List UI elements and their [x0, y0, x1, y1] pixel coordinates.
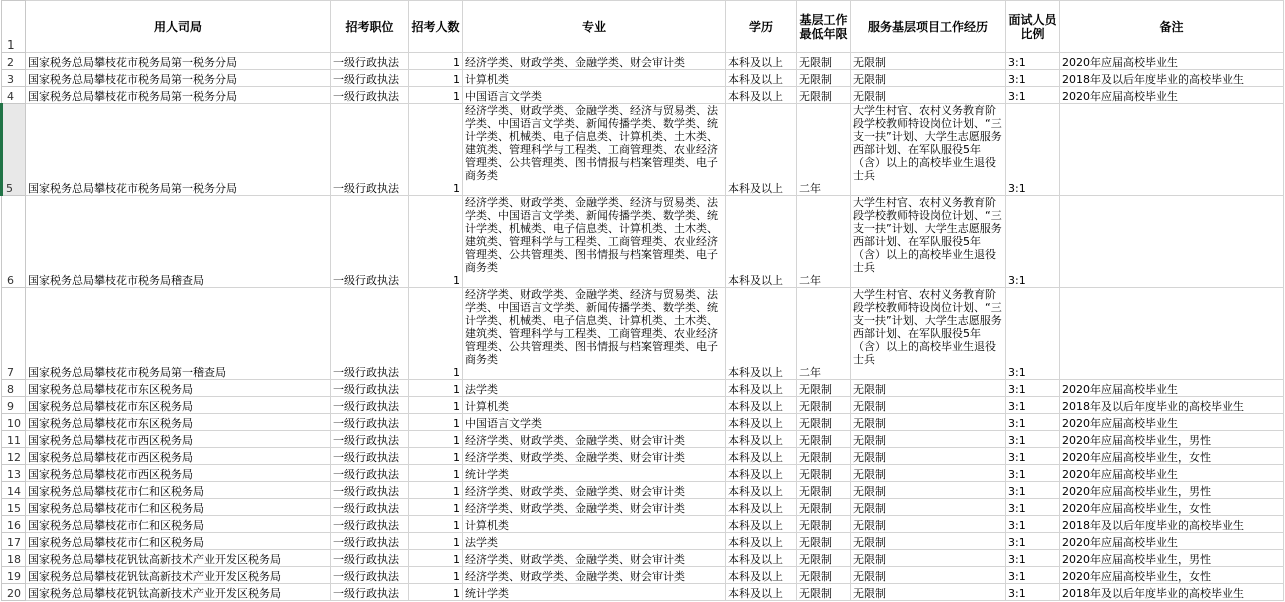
service-experience-cell[interactable]: 无限制 [851, 584, 1006, 601]
min-years-cell[interactable]: 无限制 [797, 567, 851, 584]
service-experience-cell[interactable]: 无限制 [851, 87, 1006, 104]
remarks-cell[interactable] [1060, 288, 1284, 380]
education-cell[interactable]: 本科及以上 [726, 550, 797, 567]
position-cell[interactable]: 一级行政执法 [331, 431, 409, 448]
department-cell[interactable]: 国家税务总局攀枝花钒钛高新技术产业开发区税务局 [26, 550, 331, 567]
headcount-cell[interactable]: 1 [409, 499, 463, 516]
major-cell[interactable]: 经济学类、财政学类、金融学类、财会审计类 [463, 550, 726, 567]
row-header[interactable]: 10 [2, 414, 26, 431]
row-header[interactable]: 14 [2, 482, 26, 499]
min-years-cell[interactable]: 无限制 [797, 533, 851, 550]
min-years-cell[interactable]: 无限制 [797, 87, 851, 104]
department-cell[interactable]: 国家税务总局攀枝花市仁和区税务局 [26, 499, 331, 516]
row-header[interactable]: 18 [2, 550, 26, 567]
remarks-cell[interactable]: 2020年应届高校毕业生 [1060, 87, 1284, 104]
education-cell[interactable]: 本科及以上 [726, 516, 797, 533]
position-cell[interactable]: 一级行政执法 [331, 567, 409, 584]
table-row [2, 465, 1284, 482]
position-cell[interactable]: 一级行政执法 [331, 380, 409, 397]
interview-ratio-cell[interactable]: 3:1 [1006, 448, 1060, 465]
headcount-cell[interactable]: 1 [409, 465, 463, 482]
remarks-cell[interactable] [1060, 196, 1284, 288]
education-cell[interactable]: 本科及以上 [726, 448, 797, 465]
department-cell[interactable]: 国家税务总局攀枝花市仁和区税务局 [26, 516, 331, 533]
row-header[interactable]: 13 [2, 465, 26, 482]
headcount-cell[interactable]: 1 [409, 397, 463, 414]
position-cell[interactable]: 一级行政执法 [331, 414, 409, 431]
education-cell[interactable]: 本科及以上 [726, 70, 797, 87]
department-cell[interactable]: 国家税务总局攀枝花市税务局第一税务分局 [26, 53, 331, 70]
header-cell-department[interactable]: 用人司局 [26, 1, 331, 53]
department-cell[interactable]: 国家税务总局攀枝花市仁和区税务局 [26, 533, 331, 550]
remarks-cell[interactable]: 2020年应届高校毕业生，女性 [1060, 499, 1284, 516]
headcount-cell[interactable]: 1 [409, 104, 463, 196]
department-cell[interactable]: 国家税务总局攀枝花市税务局稽查局 [26, 196, 331, 288]
row-header[interactable]: 20 [2, 584, 26, 601]
remarks-cell[interactable] [1060, 104, 1284, 196]
interview-ratio-cell[interactable]: 3:1 [1006, 482, 1060, 499]
row-header[interactable]: 1 [2, 1, 26, 53]
education-cell[interactable]: 本科及以上 [726, 482, 797, 499]
major-cell[interactable]: 经济学类、财政学类、金融学类、经济与贸易类、法学类、中国语言文学类、新闻传播学类、数学类、统计学类、机械类、电子信息类、计算机类、土木类、建筑类、管理科学与工程类、工商管理类、农业经济管理类、公共管理类、图书情报与档案管理类、电子商务类 [463, 288, 726, 380]
remarks-cell[interactable]: 2020年应届高校毕业生 [1060, 414, 1284, 431]
min-years-cell[interactable]: 无限制 [797, 431, 851, 448]
education-cell[interactable]: 本科及以上 [726, 431, 797, 448]
table-row [2, 448, 1284, 465]
position-cell[interactable]: 一级行政执法 [331, 533, 409, 550]
major-cell[interactable]: 经济学类、财政学类、金融学类、财会审计类 [463, 448, 726, 465]
min-years-cell[interactable]: 二年 [797, 104, 851, 196]
education-cell[interactable]: 本科及以上 [726, 87, 797, 104]
department-cell[interactable]: 国家税务总局攀枝花市仁和区税务局 [26, 482, 331, 499]
education-cell[interactable]: 本科及以上 [726, 53, 797, 70]
min-years-cell[interactable]: 无限制 [797, 448, 851, 465]
row-header[interactable]: 8 [2, 380, 26, 397]
min-years-cell[interactable]: 无限制 [797, 550, 851, 567]
headcount-cell[interactable]: 1 [409, 550, 463, 567]
remarks-cell[interactable]: 2020年应届高校毕业生，女性 [1060, 567, 1284, 584]
headcount-cell[interactable]: 1 [409, 567, 463, 584]
header-cell-min-years[interactable]: 基层工作最低年限 [797, 1, 851, 53]
department-cell[interactable]: 国家税务总局攀枝花市税务局第一税务分局 [26, 104, 331, 196]
remarks-cell[interactable]: 2020年应届高校毕业生 [1060, 465, 1284, 482]
remarks-cell[interactable]: 2018年及以后年度毕业的高校毕业生 [1060, 584, 1284, 601]
min-years-cell[interactable]: 无限制 [797, 397, 851, 414]
row-header[interactable]: 6 [2, 196, 26, 288]
remarks-cell[interactable]: 2020年应届高校毕业生 [1060, 53, 1284, 70]
header-cell-headcount[interactable]: 招考人数 [409, 1, 463, 53]
row-header[interactable]: 12 [2, 448, 26, 465]
major-cell[interactable]: 统计学类 [463, 584, 726, 601]
interview-ratio-cell[interactable]: 3:1 [1006, 533, 1060, 550]
min-years-cell[interactable]: 无限制 [797, 70, 851, 87]
table-row [2, 53, 1284, 70]
position-cell[interactable]: 一级行政执法 [331, 482, 409, 499]
min-years-cell[interactable]: 二年 [797, 288, 851, 380]
major-cell[interactable]: 经济学类、财政学类、金融学类、财会审计类 [463, 431, 726, 448]
header-cell-service-experience[interactable]: 服务基层项目工作经历 [851, 1, 1006, 53]
remarks-cell[interactable]: 2020年应届高校毕业生 [1060, 533, 1284, 550]
headcount-cell[interactable]: 1 [409, 288, 463, 380]
department-cell[interactable]: 国家税务总局攀枝花市东区税务局 [26, 414, 331, 431]
min-years-cell[interactable]: 无限制 [797, 584, 851, 601]
row-header[interactable]: 17 [2, 533, 26, 550]
service-experience-cell[interactable]: 无限制 [851, 516, 1006, 533]
position-cell[interactable]: 一级行政执法 [331, 288, 409, 380]
remarks-cell[interactable]: 2020年应届高校毕业生，男性 [1060, 482, 1284, 499]
education-cell[interactable]: 本科及以上 [726, 104, 797, 196]
remarks-cell[interactable]: 2018年及以后年度毕业的高校毕业生 [1060, 397, 1284, 414]
header-row [2, 1, 1284, 53]
major-cell[interactable]: 计算机类 [463, 516, 726, 533]
department-cell[interactable]: 国家税务总局攀枝花市东区税务局 [26, 380, 331, 397]
major-cell[interactable]: 法学类 [463, 380, 726, 397]
service-experience-cell[interactable]: 大学生村官、农村义务教育阶段学校教师特设岗位计划、“三支一扶”计划、大学生志愿服务西部计划、在军队服役5年（含）以上的高校毕业生退役士兵 [851, 104, 1006, 196]
interview-ratio-cell[interactable]: 3:1 [1006, 70, 1060, 87]
table-row [2, 70, 1284, 87]
table-row [2, 516, 1284, 533]
table-row [2, 397, 1284, 414]
major-cell[interactable]: 经济学类、财政学类、金融学类、财会审计类 [463, 53, 726, 70]
interview-ratio-cell[interactable]: 3:1 [1006, 499, 1060, 516]
major-cell[interactable]: 中国语言文学类 [463, 414, 726, 431]
interview-ratio-cell[interactable]: 3:1 [1006, 397, 1060, 414]
department-cell[interactable]: 国家税务总局攀枝花市西区税务局 [26, 465, 331, 482]
headcount-cell[interactable]: 1 [409, 482, 463, 499]
headcount-cell[interactable]: 1 [409, 533, 463, 550]
department-cell[interactable]: 国家税务总局攀枝花市税务局第一税务分局 [26, 70, 331, 87]
interview-ratio-cell[interactable]: 3:1 [1006, 516, 1060, 533]
major-cell[interactable]: 计算机类 [463, 397, 726, 414]
interview-ratio-cell[interactable]: 3:1 [1006, 87, 1060, 104]
education-cell[interactable]: 本科及以上 [726, 397, 797, 414]
row-header[interactable]: 9 [2, 397, 26, 414]
department-cell[interactable]: 国家税务总局攀枝花钒钛高新技术产业开发区税务局 [26, 567, 331, 584]
table-row [2, 499, 1284, 516]
headcount-cell[interactable]: 1 [409, 584, 463, 601]
education-cell[interactable]: 本科及以上 [726, 380, 797, 397]
row-header[interactable]: 11 [2, 431, 26, 448]
service-experience-cell[interactable]: 大学生村官、农村义务教育阶段学校教师特设岗位计划、“三支一扶”计划、大学生志愿服务西部计划、在军队服役5年（含）以上的高校毕业生退役士兵 [851, 196, 1006, 288]
headcount-cell[interactable]: 1 [409, 70, 463, 87]
row-header[interactable]: 4 [2, 87, 26, 104]
min-years-cell[interactable]: 二年 [797, 196, 851, 288]
position-cell[interactable]: 一级行政执法 [331, 465, 409, 482]
interview-ratio-cell[interactable]: 3:1 [1006, 550, 1060, 567]
header-cell-interview-ratio[interactable]: 面试人员比例 [1006, 1, 1060, 53]
interview-ratio-cell[interactable]: 3:1 [1006, 567, 1060, 584]
remarks-cell[interactable]: 2020年应届高校毕业生，男性 [1060, 550, 1284, 567]
education-cell[interactable]: 本科及以上 [726, 465, 797, 482]
service-experience-cell[interactable]: 无限制 [851, 465, 1006, 482]
department-cell[interactable]: 国家税务总局攀枝花市东区税务局 [26, 397, 331, 414]
interview-ratio-cell[interactable]: 3:1 [1006, 465, 1060, 482]
table-row [2, 431, 1284, 448]
education-cell[interactable]: 本科及以上 [726, 499, 797, 516]
education-cell[interactable]: 本科及以上 [726, 567, 797, 584]
position-cell[interactable]: 一级行政执法 [331, 104, 409, 196]
department-cell[interactable]: 国家税务总局攀枝花钒钛高新技术产业开发区税务局 [26, 584, 331, 601]
major-cell[interactable]: 经济学类、财政学类、金融学类、财会审计类 [463, 482, 726, 499]
table-row [2, 87, 1284, 104]
interview-ratio-cell[interactable]: 3:1 [1006, 104, 1060, 196]
headcount-cell[interactable]: 1 [409, 431, 463, 448]
row-header[interactable]: 15 [2, 499, 26, 516]
row-header[interactable]: 3 [2, 70, 26, 87]
major-cell[interactable]: 经济学类、财政学类、金融学类、经济与贸易类、法学类、中国语言文学类、新闻传播学类、数学类、统计学类、机械类、电子信息类、计算机类、土木类、建筑类、管理科学与工程类、工商管理类、农业经济管理类、公共管理类、图书情报与档案管理类、电子商务类 [463, 104, 726, 196]
min-years-cell[interactable]: 无限制 [797, 414, 851, 431]
position-cell[interactable]: 一级行政执法 [331, 516, 409, 533]
major-cell[interactable]: 经济学类、财政学类、金融学类、财会审计类 [463, 499, 726, 516]
position-cell[interactable]: 一级行政执法 [331, 397, 409, 414]
position-cell[interactable]: 一级行政执法 [331, 70, 409, 87]
table-row [2, 482, 1284, 499]
service-experience-cell[interactable]: 无限制 [851, 70, 1006, 87]
major-cell[interactable]: 经济学类、财政学类、金融学类、经济与贸易类、法学类、中国语言文学类、新闻传播学类、数学类、统计学类、机械类、电子信息类、计算机类、土木类、建筑类、管理科学与工程类、工商管理类、农业经济管理类、公共管理类、图书情报与档案管理类、电子商务类 [463, 196, 726, 288]
interview-ratio-cell[interactable]: 3:1 [1006, 431, 1060, 448]
header-cell-education[interactable]: 学历 [726, 1, 797, 53]
table-row [2, 550, 1284, 567]
position-cell[interactable]: 一级行政执法 [331, 196, 409, 288]
service-experience-cell[interactable]: 无限制 [851, 414, 1006, 431]
service-experience-cell[interactable]: 无限制 [851, 482, 1006, 499]
education-cell[interactable]: 本科及以上 [726, 288, 797, 380]
headcount-cell[interactable]: 1 [409, 196, 463, 288]
education-cell[interactable]: 本科及以上 [726, 196, 797, 288]
table-row [2, 104, 1284, 196]
min-years-cell[interactable]: 无限制 [797, 53, 851, 70]
remarks-cell[interactable]: 2018年及以后年度毕业的高校毕业生 [1060, 70, 1284, 87]
service-experience-cell[interactable]: 无限制 [851, 397, 1006, 414]
department-cell[interactable]: 国家税务总局攀枝花市税务局第一税务分局 [26, 87, 331, 104]
remarks-cell[interactable]: 2020年应届高校毕业生，男性 [1060, 431, 1284, 448]
headcount-cell[interactable]: 1 [409, 53, 463, 70]
major-cell[interactable]: 中国语言文学类 [463, 87, 726, 104]
service-experience-cell[interactable]: 大学生村官、农村义务教育阶段学校教师特设岗位计划、“三支一扶”计划、大学生志愿服务西部计划、在军队服役5年（含）以上的高校毕业生退役士兵 [851, 288, 1006, 380]
headcount-cell[interactable]: 1 [409, 414, 463, 431]
interview-ratio-cell[interactable]: 3:1 [1006, 584, 1060, 601]
remarks-cell[interactable]: 2020年应届高校毕业生，女性 [1060, 448, 1284, 465]
headcount-cell[interactable]: 1 [409, 516, 463, 533]
min-years-cell[interactable]: 无限制 [797, 499, 851, 516]
service-experience-cell[interactable]: 无限制 [851, 567, 1006, 584]
min-years-cell[interactable]: 无限制 [797, 516, 851, 533]
row-header[interactable]: 5 [2, 104, 26, 196]
remarks-cell[interactable]: 2018年及以后年度毕业的高校毕业生 [1060, 516, 1284, 533]
education-cell[interactable]: 本科及以上 [726, 584, 797, 601]
major-cell[interactable]: 经济学类、财政学类、金融学类、财会审计类 [463, 567, 726, 584]
headcount-cell[interactable]: 1 [409, 448, 463, 465]
department-cell[interactable]: 国家税务总局攀枝花市西区税务局 [26, 431, 331, 448]
position-cell[interactable]: 一级行政执法 [331, 499, 409, 516]
position-cell[interactable]: 一级行政执法 [331, 53, 409, 70]
interview-ratio-cell[interactable]: 3:1 [1006, 196, 1060, 288]
table-row [2, 584, 1284, 601]
table-row [2, 414, 1284, 431]
interview-ratio-cell[interactable]: 3:1 [1006, 53, 1060, 70]
service-experience-cell[interactable]: 无限制 [851, 533, 1006, 550]
education-cell[interactable]: 本科及以上 [726, 414, 797, 431]
header-cell-remarks[interactable]: 备注 [1060, 1, 1284, 53]
table-row [2, 288, 1284, 380]
min-years-cell[interactable]: 无限制 [797, 380, 851, 397]
row-header[interactable]: 7 [2, 288, 26, 380]
service-experience-cell[interactable]: 无限制 [851, 448, 1006, 465]
table-row [2, 567, 1284, 584]
education-cell[interactable]: 本科及以上 [726, 533, 797, 550]
department-cell[interactable]: 国家税务总局攀枝花市西区税务局 [26, 448, 331, 465]
table-row [2, 533, 1284, 550]
service-experience-cell[interactable]: 无限制 [851, 499, 1006, 516]
min-years-cell[interactable]: 无限制 [797, 482, 851, 499]
major-cell[interactable]: 计算机类 [463, 70, 726, 87]
service-experience-cell[interactable]: 无限制 [851, 380, 1006, 397]
position-cell[interactable]: 一级行政执法 [331, 550, 409, 567]
position-cell[interactable]: 一级行政执法 [331, 584, 409, 601]
header-cell-major[interactable]: 专业 [463, 1, 726, 53]
major-cell[interactable]: 法学类 [463, 533, 726, 550]
row-header[interactable]: 2 [2, 53, 26, 70]
headcount-cell[interactable]: 1 [409, 380, 463, 397]
service-experience-cell[interactable]: 无限制 [851, 550, 1006, 567]
interview-ratio-cell[interactable]: 3:1 [1006, 380, 1060, 397]
row-header[interactable]: 16 [2, 516, 26, 533]
table-row [2, 196, 1284, 288]
position-cell[interactable]: 一级行政执法 [331, 448, 409, 465]
header-cell-position[interactable]: 招考职位 [331, 1, 409, 53]
major-cell[interactable]: 统计学类 [463, 465, 726, 482]
position-cell[interactable]: 一级行政执法 [331, 87, 409, 104]
interview-ratio-cell[interactable]: 3:1 [1006, 288, 1060, 380]
interview-ratio-cell[interactable]: 3:1 [1006, 414, 1060, 431]
table-row [2, 380, 1284, 397]
remarks-cell[interactable]: 2020年应届高校毕业生 [1060, 380, 1284, 397]
service-experience-cell[interactable]: 无限制 [851, 53, 1006, 70]
department-cell[interactable]: 国家税务总局攀枝花市税务局第一稽查局 [26, 288, 331, 380]
service-experience-cell[interactable]: 无限制 [851, 431, 1006, 448]
headcount-cell[interactable]: 1 [409, 87, 463, 104]
row-header[interactable]: 19 [2, 567, 26, 584]
min-years-cell[interactable]: 无限制 [797, 465, 851, 482]
